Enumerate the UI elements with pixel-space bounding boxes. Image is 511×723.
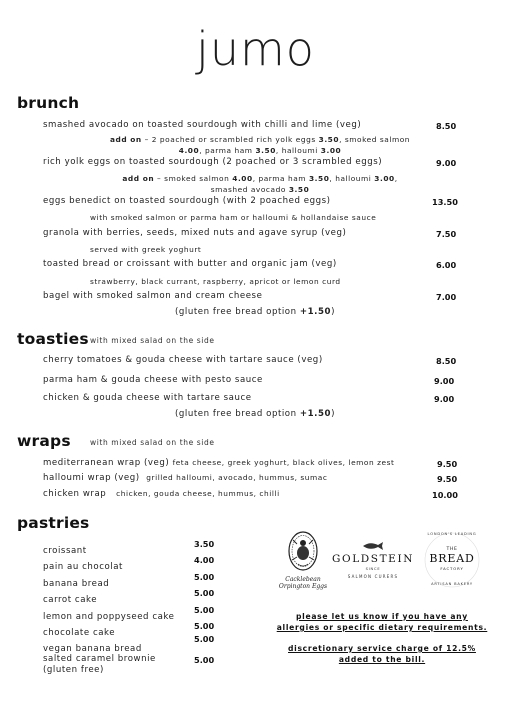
brunch-price-rich-yolk-eggs: 9.00 — [436, 158, 457, 168]
pastry-name: pain au chocolat — [43, 562, 123, 573]
brunch-item-smashed-avocado: smashed avocado on toasted sourdough with chilli and lime (veg) — [43, 120, 362, 130]
salmon-icon — [361, 541, 385, 551]
pastry-price: 5.00 — [194, 588, 215, 599]
pastries-heading: pastries — [17, 514, 90, 532]
brunch-item-eggs-benedict: eggs benedict on toasted sourdough (with 2 poached eggs) — [43, 196, 331, 206]
allergy-notice-line: please let us know if you have any — [296, 612, 468, 621]
wrap-description: feta cheese, greek yoghurt, black olives, lemon zest — [172, 458, 395, 467]
brunch-addon-eggs — [70, 173, 450, 195]
toasties-price-parma-ham: 9.00 — [434, 376, 455, 386]
egg-emblem-icon — [281, 526, 325, 578]
toasties-heading: toasties — [17, 330, 89, 348]
addon-price: 3.00 — [320, 146, 342, 155]
wrap-name: chicken wrap — [43, 489, 107, 499]
cacklebean-logo — [278, 526, 328, 592]
service-charge-line: discretionary service charge of 12.5% — [288, 644, 476, 653]
bread-factory-subtitle: ARTISAN BAKERY — [431, 582, 473, 586]
restaurant-logo: jumo — [196, 22, 315, 76]
addon-price: 4.00 — [178, 146, 200, 155]
cacklebean-name: Cacklebean — [285, 576, 321, 583]
service-charge-notice — [262, 643, 502, 665]
wrap-description: grilled halloumi, avocado, hummus, sumac — [146, 473, 328, 482]
brunch-price-granola: 7.50 — [436, 229, 457, 239]
pastry-name: carrot cake — [43, 595, 98, 606]
addon-text: , parma ham — [199, 146, 256, 155]
addon-price: 3.50 — [288, 185, 310, 194]
wrap-name: mediterranean wrap (veg) — [43, 458, 170, 468]
toasties-price-cherry-tomatoes: 8.50 — [436, 356, 457, 366]
pastry-name: vegan banana bread — [43, 644, 142, 655]
addon-text: – smoked salmon — [154, 174, 233, 183]
brunch-sub-eggs-benedict: with smoked salmon or parma ham or halloumi & hollandaise sauce — [90, 213, 377, 222]
addon-price: 3.50 — [318, 135, 340, 144]
goldstein-logo — [330, 538, 416, 588]
allergy-notice — [262, 611, 502, 633]
pastry-price: 5.00 — [194, 604, 215, 615]
pastry-name-note: (gluten free) — [43, 665, 104, 676]
brunch-item-toasted-bread: toasted bread or croissant with butter and organic jam (veg) — [43, 259, 337, 269]
gf-text: (gluten free bread option — [175, 307, 300, 317]
wrap-name: halloumi wrap (veg) — [43, 473, 140, 483]
pastry-price: 3.50 — [194, 539, 215, 549]
wraps-price-halloumi: 9.50 — [437, 474, 458, 484]
pastry-name: chocolate cake — [43, 627, 116, 638]
addon-text: , halloumi — [329, 174, 375, 183]
brunch-item-granola: granola with berries, seeds, mixed nuts and agave syrup (veg) — [43, 228, 347, 238]
wraps-item-mediterranean — [43, 458, 395, 468]
pastry-price: 5.00 — [194, 634, 215, 645]
brunch-addon-avocado — [70, 134, 450, 156]
pastry-price: 5.00 — [194, 655, 215, 666]
gf-close: ) — [331, 307, 335, 317]
bread-factory-word: FACTORY — [440, 566, 464, 571]
addon-price: 4.00 — [232, 174, 253, 183]
toasties-item-cherry-tomatoes: cherry tomatoes & gouda cheese with tartare sauce (veg) — [43, 355, 323, 365]
pastry-name: salted caramel brownie — [43, 654, 156, 665]
pastry-row — [43, 538, 223, 554]
brunch-price-toasted-bread: 6.00 — [436, 260, 457, 270]
wraps-price-chicken: 10.00 — [432, 490, 458, 500]
bread-factory-the: THE — [446, 547, 458, 552]
toasties-item-chicken: chicken & gouda cheese with tartare sauce — [43, 393, 252, 403]
brunch-heading: brunch — [17, 94, 80, 112]
pastry-row — [43, 587, 223, 606]
toasties-price-chicken: 9.00 — [434, 394, 455, 404]
pastry-name: banana bread — [43, 578, 110, 589]
toasties-gluten-free-option — [175, 409, 335, 419]
gf-price: +1.50 — [299, 307, 332, 317]
addon-label: add on — [109, 135, 142, 144]
bread-factory-tagline: LONDON'S LEADING — [427, 532, 477, 536]
addon-price: 3.00 — [374, 174, 395, 183]
pastry-row — [43, 604, 223, 620]
addon-text: – 2 poached or scrambled rich yolk eggs — [141, 135, 319, 144]
pastry-price: 4.00 — [194, 555, 215, 566]
pastry-row — [43, 636, 223, 654]
brunch-item-rich-yolk-eggs: rich yolk eggs on toasted sourdough (2 poached or 3 scrambled eggs) — [43, 157, 383, 167]
goldstein-since: SINCE — [365, 567, 381, 571]
addon-price: 3.50 — [308, 174, 330, 183]
brunch-price-bagel: 7.00 — [436, 292, 457, 302]
pastries-list — [43, 538, 223, 678]
gf-text: (gluten free bread option — [175, 409, 300, 419]
addon-text: , parma ham — [252, 174, 309, 183]
wraps-heading: wraps — [17, 432, 71, 450]
wraps-price-mediterranean: 9.50 — [437, 459, 458, 469]
pastry-name: lemon and poppyseed cake — [43, 611, 175, 622]
pastry-name: croissant — [43, 546, 87, 556]
bread-factory-logo — [422, 530, 482, 590]
pastry-price: 5.00 — [194, 571, 215, 582]
gf-price: +1.50 — [299, 409, 332, 419]
addon-text: , smoked salmon — [339, 135, 411, 144]
pastry-row — [43, 571, 223, 587]
addon-price: 3.50 — [255, 146, 276, 155]
addon-text: , — [394, 174, 398, 183]
addon-text: smashed avocado — [210, 185, 289, 194]
service-charge-line: added to the bill. — [338, 655, 426, 664]
wrap-description: chicken, gouda cheese, hummus, chilli — [116, 489, 280, 498]
toasties-note: with mixed salad on the side — [90, 336, 215, 345]
allergy-notice-line: allergies or specific dietary requirements. — [276, 623, 488, 632]
goldstein-name: GOLDSTEIN — [332, 553, 414, 565]
addon-text: , halloumi — [275, 146, 321, 155]
brunch-price-smashed-avocado: 8.50 — [436, 121, 457, 131]
brunch-price-eggs-benedict: 13.50 — [432, 197, 458, 207]
goldstein-tagline: SALMON CURERS — [347, 574, 399, 579]
bread-factory-name: BREAD — [429, 552, 475, 565]
pastry-row — [43, 554, 223, 573]
addon-label: add on — [122, 174, 155, 183]
toasties-item-parma-ham: parma ham & gouda cheese with pesto sauce — [43, 375, 263, 385]
pastry-row — [43, 654, 223, 678]
brunch-item-bagel: bagel with smoked salmon and cream cheese — [43, 291, 263, 301]
gf-close: ) — [331, 409, 335, 419]
wraps-note: with mixed salad on the side — [90, 438, 215, 447]
brunch-gluten-free-option — [175, 307, 335, 317]
pastry-price: 5.00 — [194, 620, 215, 631]
wraps-item-halloumi — [43, 473, 327, 483]
brunch-sub-toasted-bread: strawberry, black currant, raspberry, apricot or lemon curd — [90, 277, 341, 286]
brunch-sub-granola: served with greek yoghurt — [90, 245, 202, 254]
cacklebean-subtitle: Orpington Eggs — [278, 583, 328, 590]
wraps-item-chicken — [43, 489, 280, 499]
